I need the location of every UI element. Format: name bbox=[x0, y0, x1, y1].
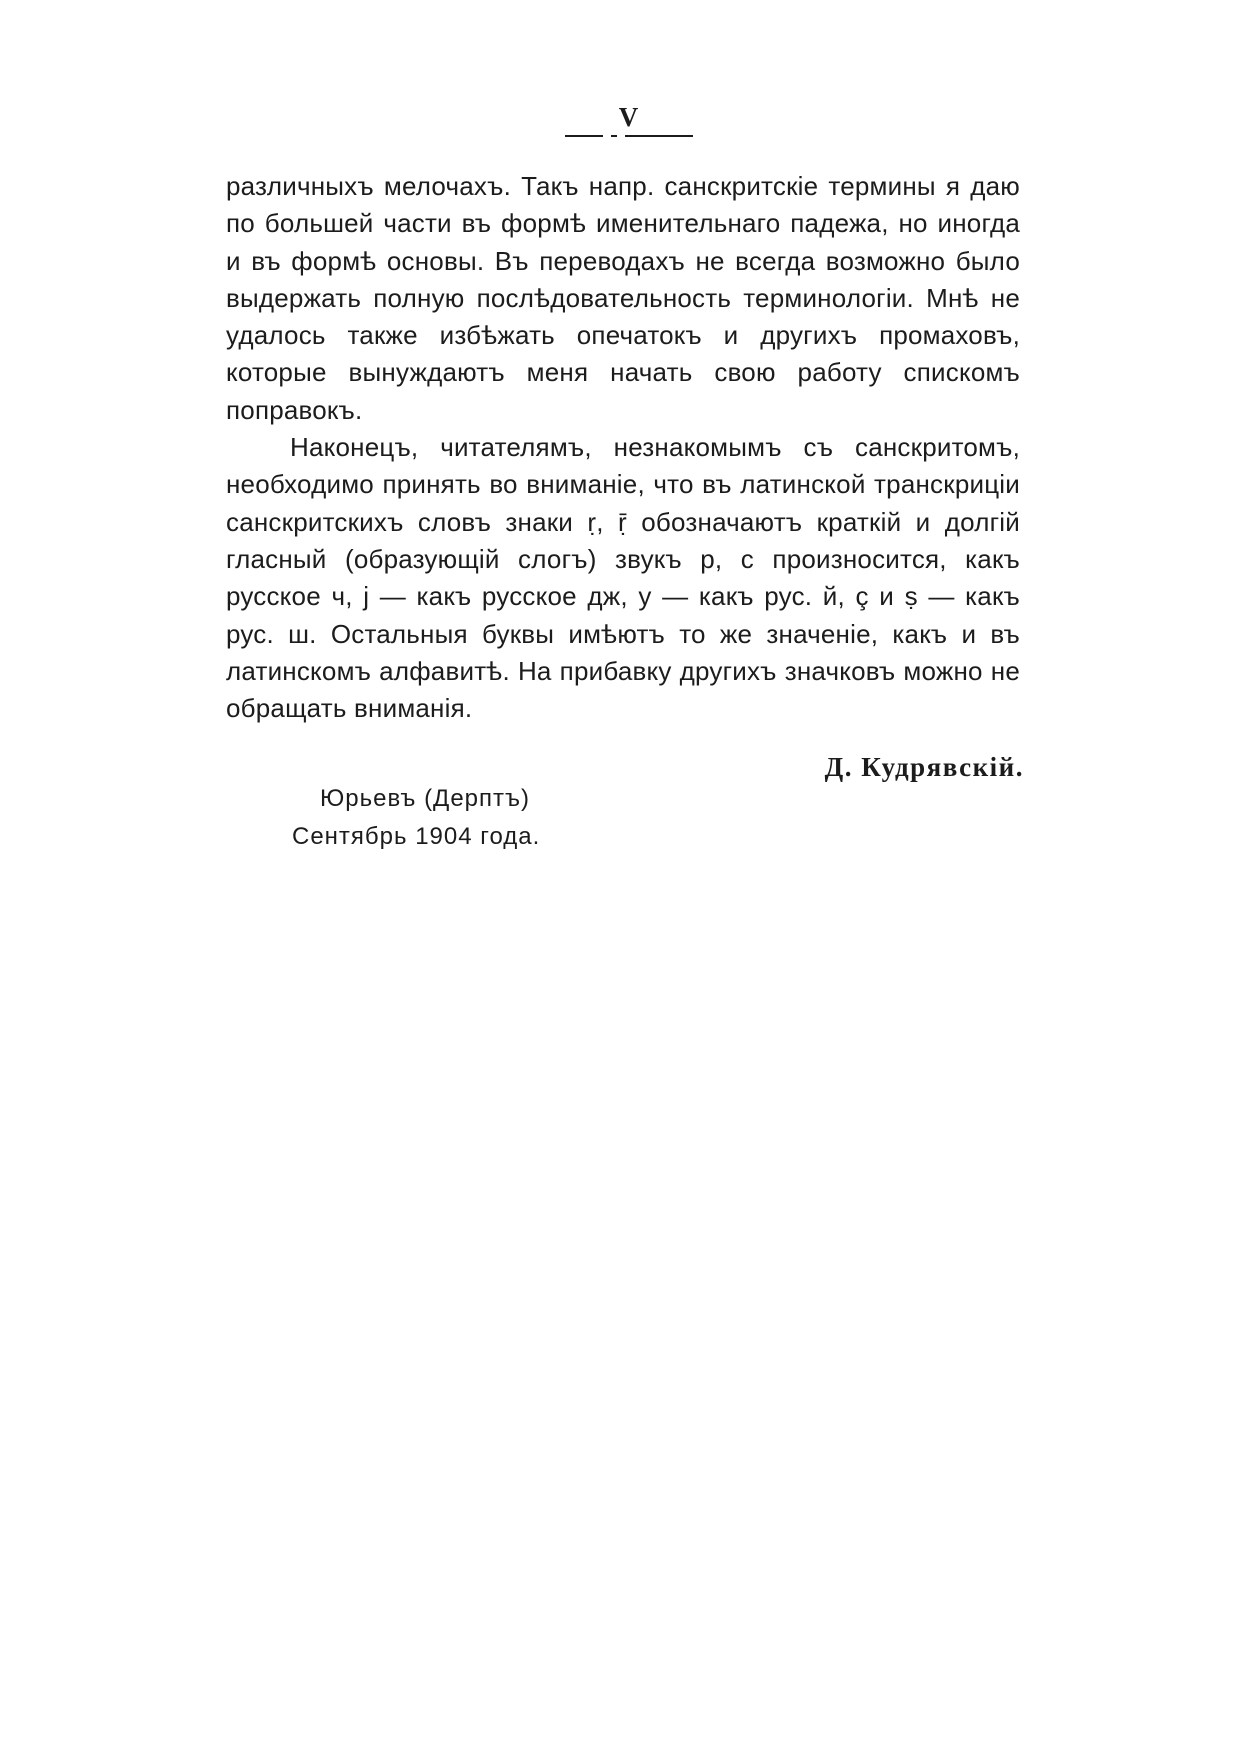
place-and-date bbox=[292, 780, 540, 856]
place-line: Юрьевъ (Дерптъ) bbox=[320, 785, 530, 812]
body-text bbox=[226, 168, 1020, 727]
page-number: V bbox=[618, 102, 640, 132]
author-signature: Д. Кудрявскій. bbox=[824, 752, 1024, 782]
date-line: Сентябрь 1904 года. bbox=[292, 823, 541, 850]
header-rule bbox=[565, 135, 693, 138]
paragraph-2: Наконецъ, читателямъ, незнакомымъ съ санскритомъ, необходимо принять во вниманіе, что въ латинской транскриціи санскритскихъ словъ знаки ṛ, ṝ обозначаютъ краткій и долгій гласный (образующій слогъ) звукъ р, с произносится, какъ русское ч, j — какъ русское дж, y — какъ рус. й, ç и ṣ — какъ рус. ш. Остальныя буквы имѣютъ то же значеніе, какъ и въ латинскомъ алфавитѣ. На прибавку другихъ значковъ можно не обращать вниманія. bbox=[226, 432, 1020, 724]
page-header bbox=[565, 102, 693, 138]
paragraph-1: различныхъ мелочахъ. Такъ напр. санскритскіе термины я даю по большей части въ формѣ именительнаго падежа, но иногда и въ формѣ основы. Въ переводахъ не всегда возможно было выдержать полную послѣдовательность терминологіи. Мнѣ не удалось также избѣжать опечатокъ и другихъ промаховъ, которые вынуждаютъ меня начать свою работу спискомъ поправокъ. bbox=[226, 171, 1020, 425]
